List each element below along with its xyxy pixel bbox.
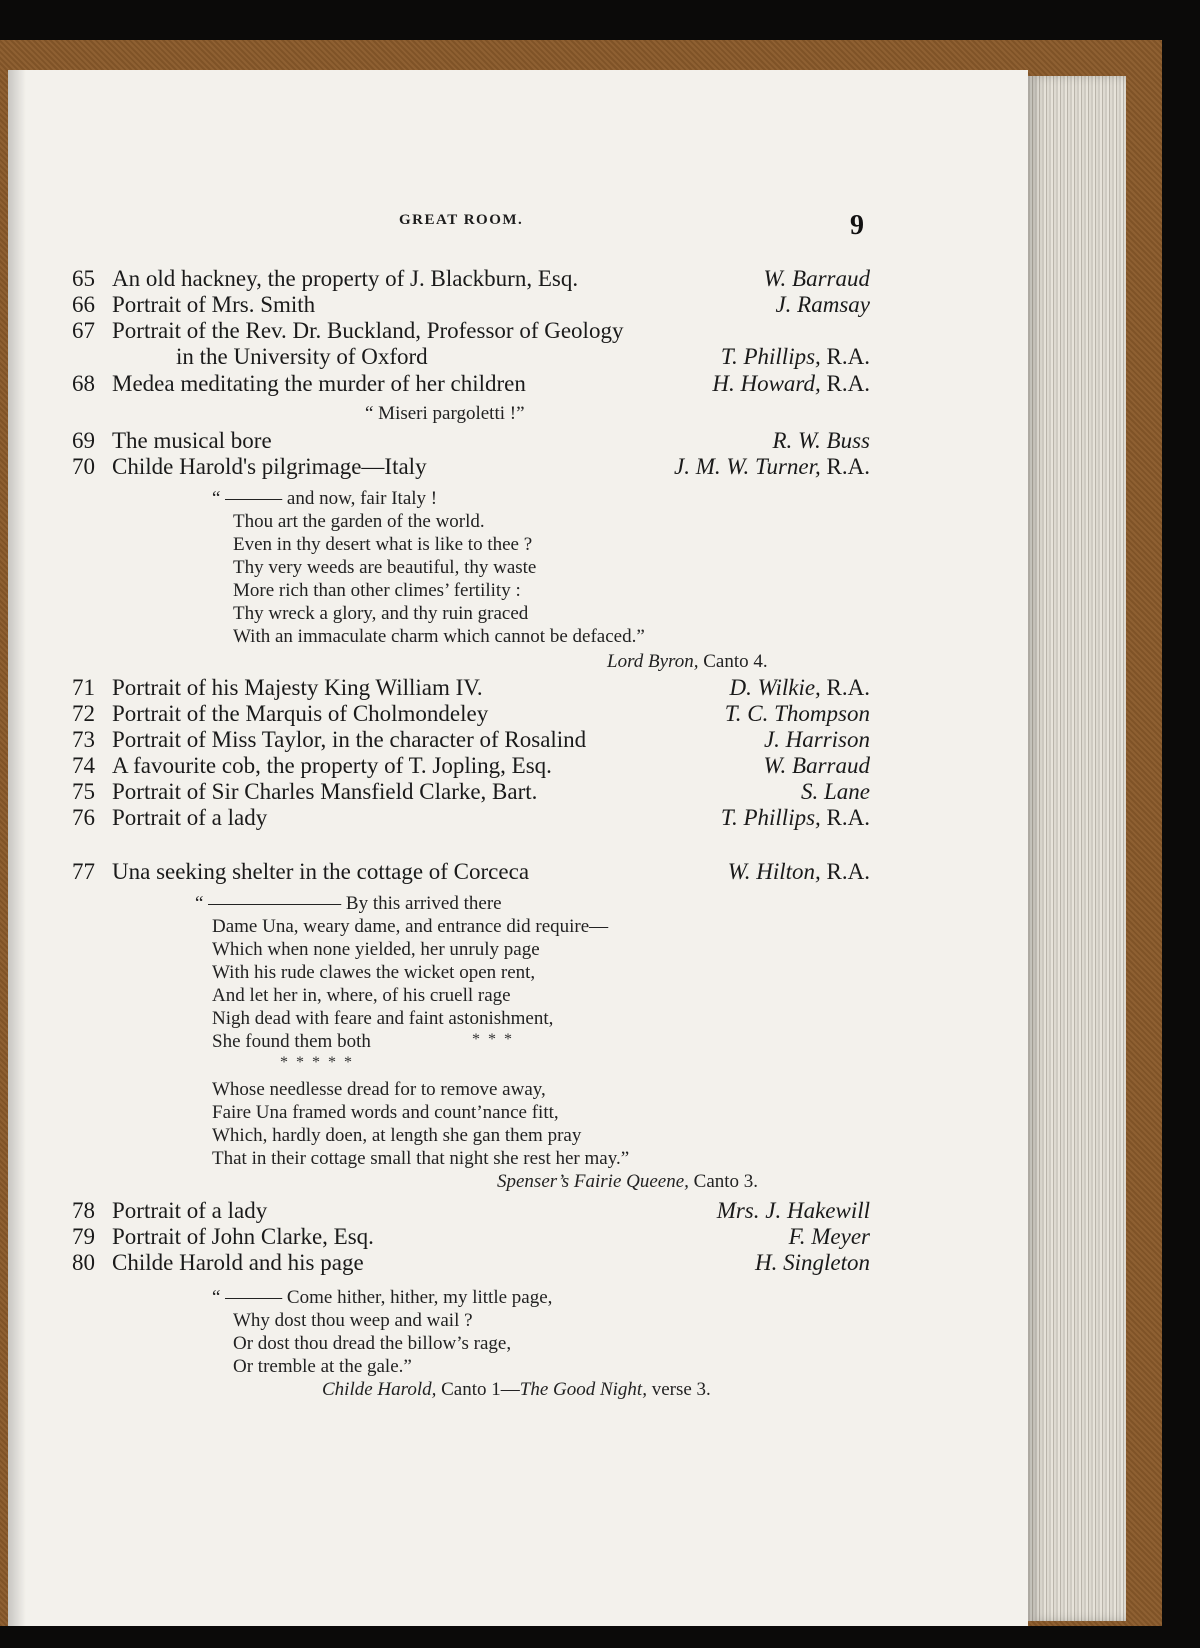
catalogue-entry	[72, 727, 872, 753]
entry-artist: T. Phillips, R.A.	[720, 344, 870, 369]
entry-artist: H. Singleton	[755, 1250, 870, 1275]
entry-artist: J. M. W. Turner, R.A.	[674, 454, 870, 479]
entry-number: 66	[72, 292, 95, 317]
entry-number: 73	[72, 727, 95, 752]
running-header: GREAT ROOM.	[399, 212, 524, 228]
entry-title: Portrait of Mrs. Smith	[112, 292, 316, 317]
catalogue-entry	[72, 805, 872, 831]
quote-line: That in their cottage small that night she rest her may.”	[212, 1148, 630, 1169]
quote-line: Even in thy desert what is like to thee ?	[233, 534, 533, 555]
entry-artist: Mrs. J. Hakewill	[716, 1198, 870, 1223]
entry-title: Portrait of John Clarke, Esq.	[112, 1224, 374, 1249]
entry-artist: W. Barraud	[763, 753, 870, 778]
catalogue-entry	[72, 1198, 872, 1224]
catalogue-entry	[72, 292, 872, 318]
entry-title: Portrait of a lady	[112, 805, 268, 830]
entry-title: Una seeking shelter in the cottage of Corceca	[112, 859, 530, 884]
entry-number: 68	[72, 371, 95, 396]
quote-source: Lord Byron, Canto 4.	[607, 651, 768, 672]
catalogue-entry	[72, 428, 872, 454]
quote-source: Spenser’s Fairie Queene, Canto 3.	[497, 1171, 759, 1192]
entry-title: Medea meditating the murder of her children	[112, 371, 526, 396]
quote-line: Dame Una, weary dame, and entrance did require—	[212, 916, 609, 937]
entry-title: Childe Harold's pilgrimage—Italy	[112, 454, 427, 479]
entry-artist: F. Meyer	[788, 1224, 870, 1249]
quote-line: More rich than other climes’ fertility :	[233, 580, 521, 601]
quote-line: Which, hardly doen, at length she gan them pray	[212, 1125, 582, 1146]
entry-artist: S. Lane	[801, 779, 870, 804]
quote-line: Which when none yielded, her unruly page	[212, 939, 540, 960]
ellipsis-stars: * * * * *	[280, 1054, 354, 1071]
entry-title: Childe Harold and his page	[112, 1250, 364, 1275]
entry-title: The musical bore	[112, 428, 272, 453]
catalogue-entry	[72, 371, 872, 397]
entry-artist: J. Harrison	[763, 727, 870, 752]
quote-source: Childe Harold, Canto 1—The Good Night, verse 3.	[322, 1379, 711, 1400]
entry-artist: W. Barraud	[763, 266, 870, 291]
entry-number: 71	[72, 675, 95, 700]
catalogue-entry	[72, 454, 872, 480]
catalogue-entry	[72, 1224, 872, 1250]
page-number: 9	[850, 210, 864, 241]
quote-line: Or tremble at the gale.”	[233, 1356, 412, 1377]
entry-artist: D. Wilkie, R.A.	[729, 675, 870, 700]
entry-artist: T. Phillips, R.A.	[720, 805, 870, 830]
quote-line: With his rude clawes the wicket open rent,	[212, 962, 536, 983]
quote-line: She found them both	[212, 1031, 371, 1052]
ellipsis-stars: * * *	[472, 1031, 514, 1048]
entry-title: Portrait of the Rev. Dr. Buckland, Professor of Geology	[112, 318, 624, 343]
quote-line: Thy very weeds are beautiful, thy waste	[233, 557, 537, 578]
quote-line: “ ——————— By this arrived there	[195, 893, 502, 914]
quote-line: And let her in, where, of his cruell rage	[212, 985, 511, 1006]
entry-artist: R. W. Buss	[772, 428, 870, 453]
entry-title: Portrait of Sir Charles Mansfield Clarke, Bart.	[112, 779, 538, 804]
catalogue-entry	[72, 318, 872, 344]
entry-number: 80	[72, 1250, 95, 1275]
entry-number: 78	[72, 1198, 95, 1223]
entry-title: Portrait of Miss Taylor, in the character of Rosalind	[112, 727, 587, 752]
catalogue-entry	[72, 1250, 872, 1276]
entry-number: 72	[72, 701, 95, 726]
entry-title: Portrait of his Majesty King William IV.	[112, 675, 483, 700]
catalogue-entry	[72, 753, 872, 779]
quote-line: “ Miseri pargoletti !”	[365, 403, 525, 424]
entry-number: 70	[72, 454, 95, 479]
quote-line: “ ——— Come hither, hither, my little page,	[212, 1287, 553, 1308]
quote-line: Faire Una framed words and count’nance fitt,	[212, 1102, 559, 1123]
entry-title: Portrait of the Marquis of Cholmondeley	[112, 701, 489, 726]
entry-number: 69	[72, 428, 95, 453]
gutter-shadow	[8, 70, 26, 1626]
entry-artist: J. Ramsay	[775, 292, 870, 317]
entry-artist: W. Hilton, R.A.	[727, 859, 870, 884]
entry-artist: T. C. Thompson	[724, 701, 870, 726]
entry-number: 76	[72, 805, 95, 830]
quote-line: Whose needlesse dread for to remove away,	[212, 1079, 546, 1100]
catalogue-entry	[72, 859, 872, 885]
quote-line: Why dost thou weep and wail ?	[233, 1310, 473, 1331]
entry-title: Portrait of a lady	[112, 1198, 268, 1223]
entry-title: An old hackney, the property of J. Blackburn, Esq.	[112, 266, 579, 291]
quote-line: Or dost thou dread the billow’s rage,	[233, 1333, 512, 1354]
entry-number: 74	[72, 753, 95, 778]
entry-artist: H. Howard, R.A.	[712, 371, 870, 396]
catalogue-entry	[72, 701, 872, 727]
quote-line: With an immaculate charm which cannot be defaced.”	[233, 626, 645, 647]
entry-number: 65	[72, 266, 95, 291]
catalogue-entry	[72, 266, 872, 292]
entry-title: A favourite cob, the property of T. Jopling, Esq.	[112, 753, 552, 778]
entry-number: 77	[72, 859, 95, 884]
entry-title: in the University of Oxford	[176, 344, 428, 369]
catalogue-entry	[72, 779, 872, 805]
page-edges	[1028, 76, 1126, 1621]
catalogue-entry	[72, 675, 872, 701]
entry-number: 79	[72, 1224, 95, 1249]
quote-line: Thou art the garden of the world.	[233, 511, 485, 532]
quote-line: “ ——— and now, fair Italy !	[212, 488, 438, 509]
entry-number: 75	[72, 779, 95, 804]
quote-line: Nigh dead with feare and faint astonishment,	[212, 1008, 554, 1029]
catalogue-entry-continuation	[72, 344, 872, 370]
quote-line: Thy wreck a glory, and thy ruin graced	[233, 603, 529, 624]
entry-number: 67	[72, 318, 95, 343]
